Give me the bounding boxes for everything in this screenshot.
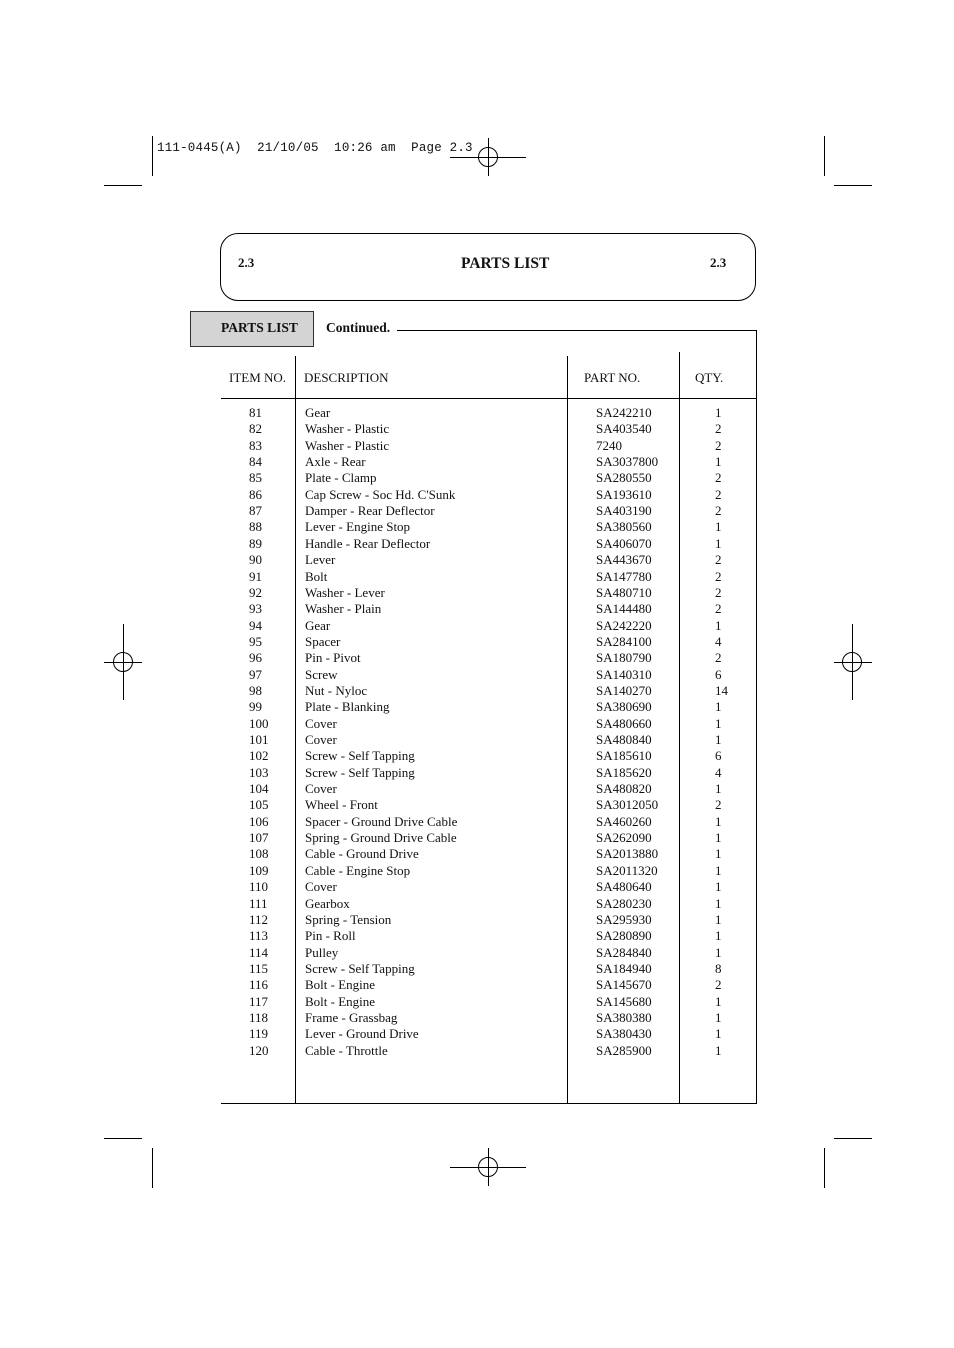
item-number-cell: 119 (249, 1026, 269, 1042)
part-number-cell: SA280550 (596, 470, 652, 486)
table-row (0, 683, 954, 699)
table-row (0, 765, 954, 781)
quantity-cell: 2 (715, 552, 722, 568)
table-row (0, 438, 954, 454)
part-number-cell: SA403190 (596, 503, 652, 519)
description-cell: Screw - Self Tapping (305, 748, 415, 764)
description-cell: Spring - Ground Drive Cable (305, 830, 457, 846)
table-row (0, 896, 954, 912)
table-row (0, 928, 954, 944)
description-cell: Washer - Lever (305, 584, 385, 600)
table-row (0, 470, 954, 486)
quantity-cell: 1 (715, 617, 722, 633)
description-cell: Screw (305, 666, 338, 682)
table-row (0, 830, 954, 846)
item-number-cell: 81 (249, 405, 262, 420)
item-number-cell: 92 (249, 584, 262, 600)
quantity-cell: 2 (715, 584, 722, 600)
quantity-cell: 6 (715, 748, 722, 764)
item-number-cell: 117 (249, 993, 269, 1009)
column-header-qty: QTY. (695, 370, 724, 385)
column-header-part-no: PART NO. (584, 370, 641, 385)
table-row (0, 732, 954, 748)
quantity-cell: 1 (715, 1009, 722, 1025)
item-number-cell: 94 (249, 617, 262, 633)
column-header-description: DESCRIPTION (304, 370, 389, 385)
description-cell: Gearbox (305, 895, 350, 911)
item-number-cell: 89 (249, 535, 262, 551)
item-number-cell: 111 (249, 895, 268, 911)
description-cell: Pin - Pivot (305, 650, 361, 666)
item-number-cell: 104 (249, 781, 269, 797)
item-number-cell: 114 (249, 944, 269, 960)
item-number-cell: 98 (249, 682, 262, 698)
quantity-cell: 1 (715, 944, 722, 960)
table-row (0, 618, 954, 634)
quantity-cell: 1 (715, 993, 722, 1009)
item-number-cell: 112 (249, 911, 269, 927)
description-cell: Bolt (305, 568, 328, 584)
section-number-left: 2.3 (238, 255, 255, 270)
item-number-cell: 120 (249, 1042, 269, 1058)
description-cell: Cover (305, 715, 337, 731)
table-row (0, 519, 954, 535)
item-number-cell: 82 (249, 421, 262, 437)
item-number-cell: 84 (249, 454, 262, 470)
quantity-cell: 2 (715, 437, 722, 453)
table-row (0, 405, 954, 421)
part-number-cell: SA140310 (596, 666, 652, 682)
part-number-cell: SA180790 (596, 650, 652, 666)
item-number-cell: 88 (249, 519, 262, 535)
quantity-cell: 4 (715, 764, 722, 780)
part-number-cell: SA242220 (596, 617, 652, 633)
quantity-cell: 1 (715, 781, 722, 797)
table-row (0, 650, 954, 666)
item-number-cell: 110 (249, 879, 269, 895)
table-row (0, 863, 954, 879)
item-number-cell: 95 (249, 633, 262, 649)
item-number-cell: 109 (249, 862, 269, 878)
item-number-cell: 115 (249, 960, 269, 976)
quantity-cell: 1 (715, 405, 722, 420)
part-number-cell: SA403540 (596, 421, 652, 437)
description-cell: Spring - Tension (305, 911, 392, 927)
item-number-cell: 103 (249, 764, 269, 780)
quantity-cell: 1 (715, 1042, 722, 1058)
item-number-cell: 108 (249, 846, 269, 862)
part-number-cell: SA184940 (596, 960, 652, 976)
description-cell: Lever (305, 552, 336, 568)
table-row (0, 945, 954, 961)
table-row (0, 912, 954, 928)
description-cell: Nut - Nyloc (305, 682, 368, 698)
description-cell: Wheel - Front (305, 797, 378, 813)
part-number-cell: SA443670 (596, 552, 652, 568)
quantity-cell: 1 (715, 879, 722, 895)
item-number-cell: 91 (249, 568, 262, 584)
description-cell: Plate - Clamp (305, 470, 377, 486)
part-number-cell: SA480710 (596, 584, 652, 600)
description-cell: Cable - Ground Drive (305, 846, 419, 862)
part-number-cell: SA3037800 (596, 454, 659, 470)
table-row (0, 503, 954, 519)
description-cell: Lever - Ground Drive (305, 1026, 419, 1042)
quantity-cell: 2 (715, 601, 722, 617)
item-number-cell: 102 (249, 748, 269, 764)
part-number-cell: SA284840 (596, 944, 652, 960)
description-cell: Pulley (305, 944, 339, 960)
part-number-cell: SA284100 (596, 633, 652, 649)
part-number-cell: SA145680 (596, 993, 652, 1009)
part-number-cell: SA140270 (596, 682, 652, 698)
quantity-cell: 8 (715, 960, 722, 976)
description-cell: Cover (305, 732, 337, 747)
part-number-cell: SA2013880 (596, 846, 659, 862)
part-number-cell: SA406070 (596, 535, 652, 551)
table-row (0, 814, 954, 830)
quantity-cell: 1 (715, 1026, 722, 1042)
item-number-cell: 97 (249, 666, 262, 682)
part-number-cell: SA185620 (596, 764, 652, 780)
table-row (0, 699, 954, 715)
quantity-cell: 4 (715, 633, 722, 649)
part-number-cell: SA262090 (596, 830, 652, 846)
quantity-cell: 1 (715, 830, 722, 846)
quantity-cell: 1 (715, 454, 722, 470)
table-row (0, 487, 954, 503)
description-cell: Screw - Self Tapping (305, 960, 415, 976)
part-number-cell: SA480640 (596, 879, 652, 895)
part-number-cell: SA280230 (596, 895, 652, 911)
quantity-cell: 1 (715, 732, 722, 747)
description-cell: Washer - Plastic (305, 421, 390, 437)
column-header-item-no: ITEM NO. (229, 370, 287, 385)
quantity-cell: 1 (715, 699, 722, 715)
description-cell: Axle - Rear (305, 454, 366, 470)
quantity-cell: 1 (715, 715, 722, 731)
part-number-cell: SA380380 (596, 1009, 652, 1025)
part-number-cell: SA380560 (596, 519, 652, 535)
quantity-cell: 6 (715, 666, 722, 682)
part-number-cell: SA2011320 (596, 862, 658, 878)
table-row (0, 994, 954, 1010)
description-cell: Bolt - Engine (305, 993, 376, 1009)
part-number-cell: SA147780 (596, 568, 652, 584)
item-number-cell: 113 (249, 928, 269, 944)
description-cell: Washer - Plastic (305, 437, 390, 453)
item-number-cell: 105 (249, 797, 269, 813)
continued-label: Continued. (326, 320, 391, 335)
quantity-cell: 1 (715, 535, 722, 551)
description-cell: Screw - Self Tapping (305, 764, 415, 780)
table-row (0, 781, 954, 797)
item-number-cell: 118 (249, 1009, 269, 1025)
part-number-cell: SA295930 (596, 911, 652, 927)
description-cell: Washer - Plain (305, 601, 382, 617)
quantity-cell: 1 (715, 862, 722, 878)
item-number-cell: 96 (249, 650, 262, 666)
section-number-right: 2.3 (710, 255, 727, 270)
description-cell: Cable - Engine Stop (305, 862, 411, 878)
description-cell: Cap Screw - Soc Hd. C'Sunk (305, 486, 456, 502)
item-number-cell: 83 (249, 437, 262, 453)
item-number-cell: 101 (249, 732, 269, 747)
part-number-cell: SA480660 (596, 715, 652, 731)
description-cell: Spacer (305, 633, 341, 649)
quantity-cell: 14 (715, 682, 728, 698)
description-cell: Lever - Engine Stop (305, 519, 411, 535)
parts-list-tab-label: PARTS LIST (221, 320, 298, 335)
item-number-cell: 116 (249, 977, 269, 993)
part-number-cell: SA280890 (596, 928, 652, 944)
table-row (0, 748, 954, 764)
description-cell: Bolt - Engine (305, 977, 376, 993)
quantity-cell: 2 (715, 977, 722, 993)
description-cell: Spacer - Ground Drive Cable (305, 813, 458, 829)
quantity-cell: 2 (715, 421, 722, 437)
part-number-cell: SA380430 (596, 1026, 652, 1042)
quantity-cell: 1 (715, 911, 722, 927)
table-row (0, 569, 954, 585)
table-row (0, 1026, 954, 1042)
part-number-cell: SA460260 (596, 813, 652, 829)
table-row (0, 536, 954, 552)
quantity-cell: 2 (715, 470, 722, 486)
part-number-cell: SA480840 (596, 732, 652, 747)
part-number-cell: SA193610 (596, 486, 652, 502)
quantity-cell: 2 (715, 797, 722, 813)
item-number-cell: 87 (249, 503, 262, 519)
quantity-cell: 1 (715, 519, 722, 535)
table-row (0, 846, 954, 862)
table-row (0, 634, 954, 650)
printer-slug-line: 111-0445(A) 21/10/05 10:26 am Page 2.3 (157, 141, 473, 155)
table-row (0, 601, 954, 617)
part-number-cell: SA185610 (596, 748, 652, 764)
table-row (0, 1010, 954, 1026)
description-cell: Handle - Rear Deflector (305, 535, 431, 551)
table-row (0, 797, 954, 813)
quantity-cell: 2 (715, 650, 722, 666)
part-number-cell: SA144480 (596, 601, 652, 617)
part-number-cell: SA145670 (596, 977, 652, 993)
item-number-cell: 107 (249, 830, 269, 846)
table-row (0, 552, 954, 568)
table-row (0, 667, 954, 683)
description-cell: Cover (305, 879, 337, 895)
part-number-cell: 7240 (596, 437, 622, 453)
continued-rule (397, 330, 756, 331)
item-number-cell: 100 (249, 715, 269, 731)
item-number-cell: 85 (249, 470, 262, 486)
part-number-cell: SA242210 (596, 405, 652, 420)
item-number-cell: 86 (249, 486, 262, 502)
part-number-cell: SA3012050 (596, 797, 659, 813)
table-row (0, 1043, 954, 1059)
description-cell: Pin - Roll (305, 928, 356, 944)
table-row (0, 977, 954, 993)
description-cell: Gear (305, 405, 331, 420)
quantity-cell: 1 (715, 813, 722, 829)
table-row (0, 879, 954, 895)
description-cell: Cable - Throttle (305, 1042, 388, 1058)
item-number-cell: 90 (249, 552, 262, 568)
description-cell: Damper - Rear Deflector (305, 503, 435, 519)
table-row (0, 961, 954, 977)
table-row (0, 421, 954, 437)
quantity-cell: 2 (715, 486, 722, 502)
description-cell: Frame - Grassbag (305, 1009, 398, 1025)
quantity-cell: 1 (715, 846, 722, 862)
part-number-cell: SA285900 (596, 1042, 652, 1058)
item-number-cell: 106 (249, 813, 269, 829)
description-cell: Plate - Blanking (305, 699, 390, 715)
page-title: PARTS LIST (461, 255, 550, 272)
quantity-cell: 1 (715, 895, 722, 911)
table-row (0, 585, 954, 601)
quantity-cell: 2 (715, 503, 722, 519)
description-cell: Gear (305, 617, 331, 633)
part-number-cell: SA480820 (596, 781, 652, 797)
quantity-cell: 2 (715, 568, 722, 584)
table-row (0, 716, 954, 732)
table-row (0, 454, 954, 470)
quantity-cell: 1 (715, 928, 722, 944)
item-number-cell: 99 (249, 699, 262, 715)
part-number-cell: SA380690 (596, 699, 652, 715)
item-number-cell: 93 (249, 601, 262, 617)
description-cell: Cover (305, 781, 337, 797)
